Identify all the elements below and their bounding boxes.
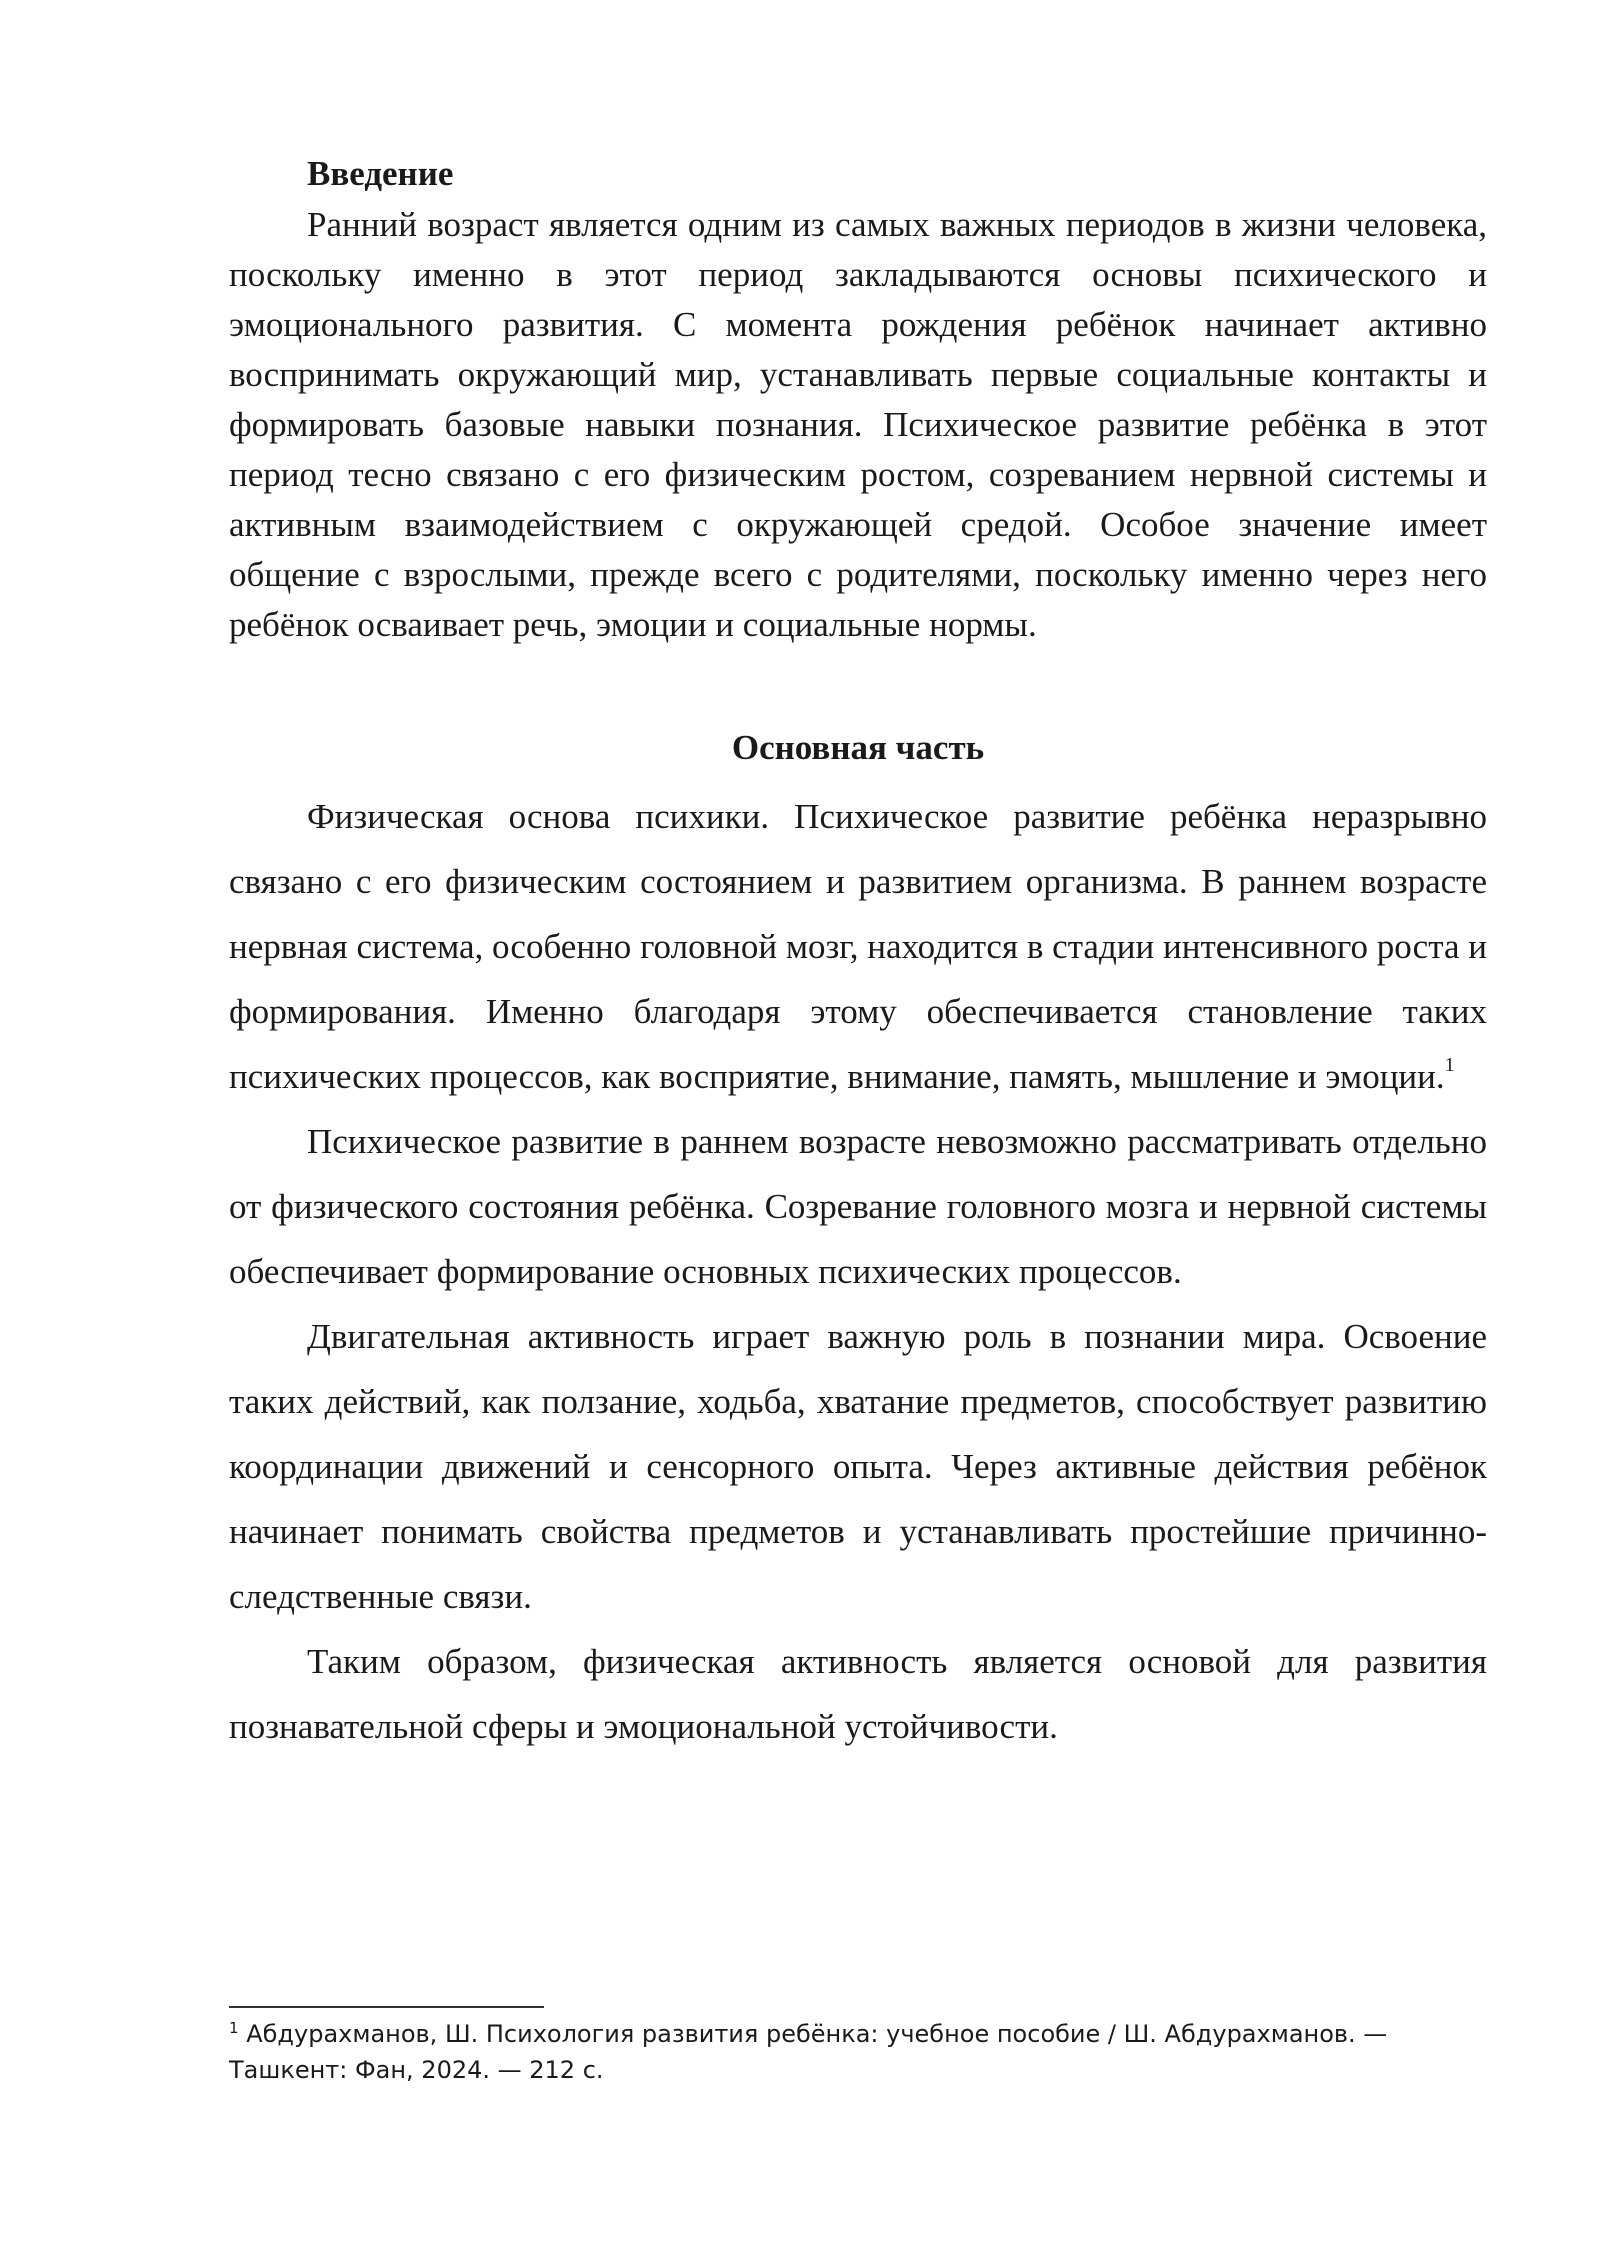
- main-paragraph-2: Психическое развитие в раннем возрасте невозможно рассматривать отдельно от физического состояния ребёнка. Созревание головного мозга и нервной системы обеспечивает формирование основных психических процессов.: [229, 1122, 1487, 1291]
- main-heading: Основная часть: [731, 728, 985, 767]
- introduction-section: [229, 148, 1487, 650]
- introduction-heading: Введение: [307, 154, 454, 193]
- main-paragraph-1-text: Физическая основа психики. Психическое развитие ребёнка неразрывно связано с его физическим состоянием и развитием организма. В раннем возрасте нервная система, особенно головной мозг, находится в стадии интенсивного роста и формирования. Именно благодаря этому обеспечивается становление таких психических процессов, как восприятие, внимание, память, мышление и эмоции.: [229, 797, 1487, 1096]
- footnote-text: Абдурахманов, Ш. Психология развития ребёнка: учебное пособие / Ш. Абдурахманов. — Ташкент: Фан, 2024. — 212 с.: [229, 2020, 1388, 2084]
- main-paragraph-1: [229, 784, 1487, 1109]
- main-paragraph-3: Двигательная активность играет важную роль в познании мира. Освоение таких действий, как ползание, ходьба, хватание предметов, способствует развитию координации движений и сенсорного опыта. Через активные действия ребёнок начинает понимать свойства предметов и устанавливать простейшие причинно-следственные связи.: [229, 1317, 1487, 1616]
- footnote-reference[interactable]: 1: [1444, 1054, 1455, 1077]
- footnote-separator: [229, 2006, 544, 2008]
- main-section: [229, 722, 1487, 1759]
- introduction-paragraph: Ранний возраст является одним из самых важных периодов в жизни человека, поскольку именно в этот период закладываются основы психического и эмоционального развития. С момента рождения ребёнок начинает активно воспринимать окружающий мир, устанавливать первые социальные контакты и формировать базовые навыки познания. Психическое развитие ребёнка в этот период тесно связано с его физическим ростом, созреванием нервной системы и активным взаимодействием с окружающей средой. Особое значение имеет общение с взрослыми, прежде всего с родителями, поскольку именно через него ребёнок осваивает речь, эмоции и социальные нормы.: [229, 205, 1487, 644]
- main-paragraph-4: Таким образом, физическая активность является основой для развития познавательной сферы и эмоциональной устойчивости.: [229, 1642, 1487, 1746]
- footnote: [229, 2016, 1487, 2088]
- footnote-number: 1: [229, 2019, 239, 2037]
- page-content: [229, 148, 1487, 1759]
